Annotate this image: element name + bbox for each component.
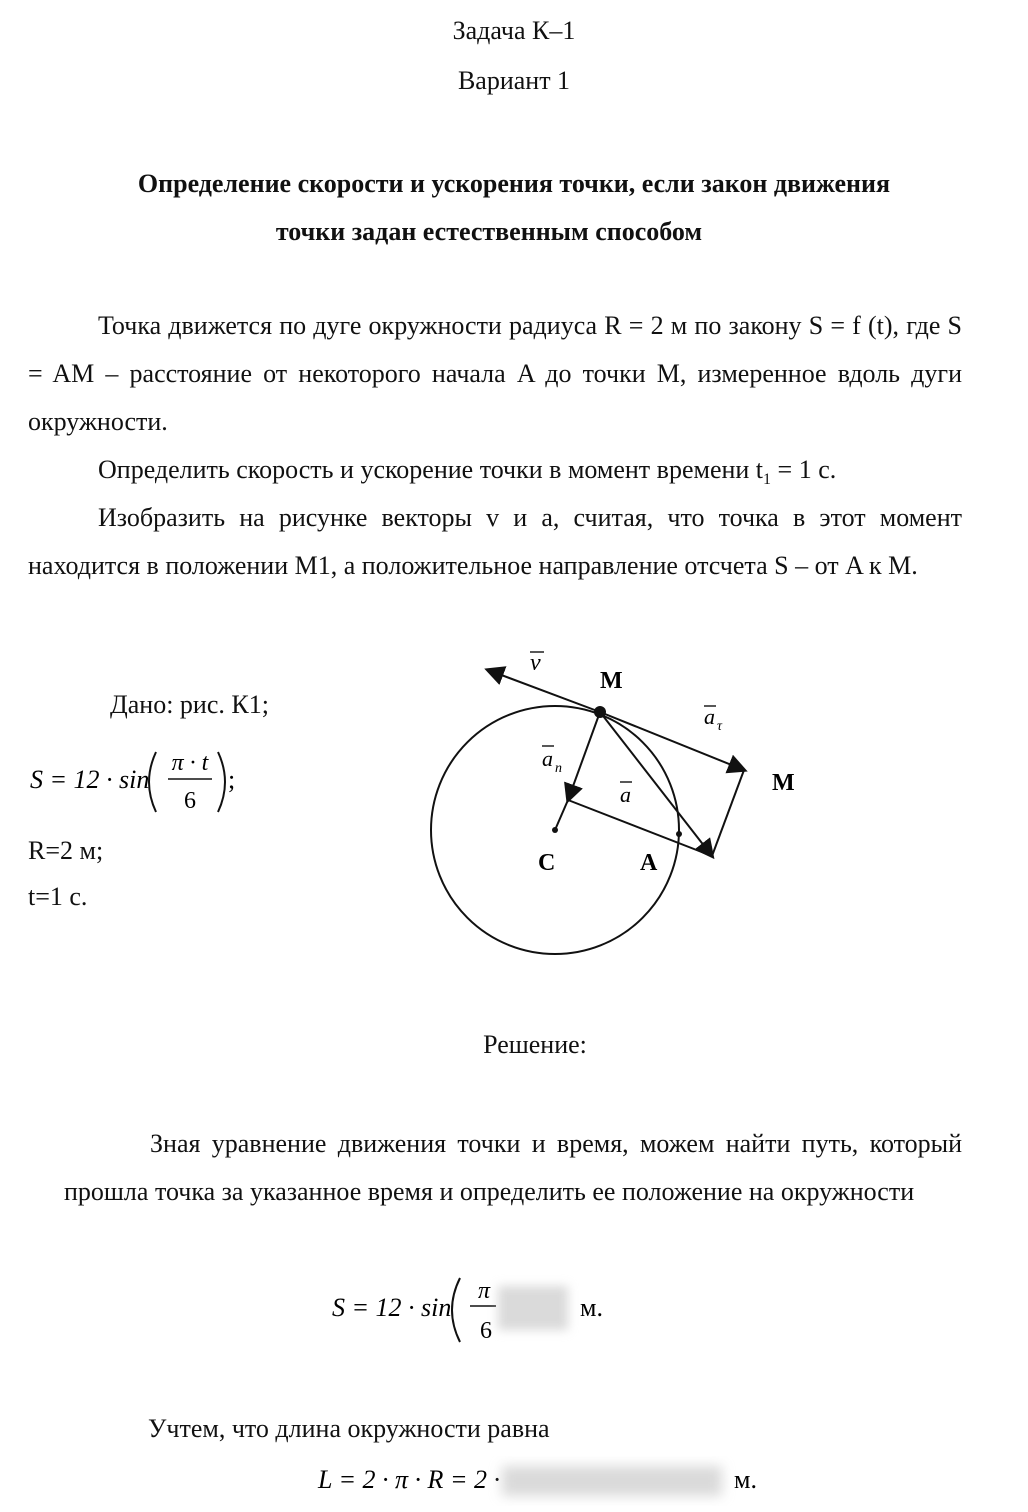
center-point: [552, 827, 558, 833]
solution-paragraph: Зная уравнение движения точки и время, можем найти путь, который прошла точка за указанное время и определить ее положение на окружности: [64, 1129, 962, 1206]
problem-paragraph-1: Точка движется по дуге окружности радиуса R = 2 м по закону S = f (t), где S = AM – расстояние от некоторого начала A до точки M, измеренное вдоль дуги окружности.: [28, 311, 962, 436]
given-formula-end: ;: [228, 765, 236, 794]
equation-s-left: S = 12 · sin: [332, 1293, 452, 1322]
point-m: [594, 706, 606, 718]
point-a-marker: [676, 831, 682, 837]
equation-l: [316, 1456, 796, 1506]
heading-line-1: Определение скорости и ускорения точки, если закон движения: [137, 169, 891, 198]
given-formula-numerator: π · t: [171, 750, 209, 776]
equation-s-numerator: π: [478, 1278, 491, 1304]
given-time: t=1 с.: [28, 882, 88, 911]
circumference-note: Учтем, что длина окружности равна: [148, 1414, 550, 1443]
equation-s-denominator: 6: [480, 1318, 492, 1344]
equation-s: [330, 1268, 650, 1352]
label-m-top: M: [600, 668, 623, 694]
given-label: Дано: рис. К1;: [110, 690, 269, 719]
label-a: a: [620, 782, 631, 807]
given-formula: [28, 742, 258, 822]
radius-line: [555, 800, 568, 830]
variant-label: Вариант 1: [457, 66, 571, 95]
task-title: Задача К–1: [452, 16, 576, 45]
equation-s-unit: м.: [580, 1293, 603, 1322]
label-a-tau: a: [704, 704, 715, 729]
solution-title: Решение:: [483, 1030, 587, 1059]
label-c: C: [538, 850, 556, 876]
given-formula-left: S = 12 · sin: [30, 765, 150, 794]
given-radius: R=2 м;: [28, 836, 104, 865]
label-m-right: M: [772, 770, 795, 796]
normal-acceleration-vector: [568, 712, 600, 800]
label-v: v: [530, 650, 541, 676]
label-a-point: A: [640, 850, 658, 876]
problem-paragraph-2: Определить скорость и ускорение точки в момент времени $t_1 = 1$ с.: [98, 455, 837, 489]
equation-l-left: L = 2 · π · R = 2 ·: [318, 1465, 500, 1494]
motion-figure: [420, 640, 820, 970]
equation-l-unit: м.: [734, 1465, 757, 1494]
heading-line-2: точки задан естественным способом: [275, 217, 703, 246]
given-formula-denominator: 6: [184, 788, 196, 814]
label-tau-sub: τ: [717, 719, 723, 734]
parallelogram-side-right: [712, 770, 744, 856]
label-a-n: a: [542, 746, 553, 771]
label-n-sub: n: [555, 761, 562, 776]
section-heading: [0, 160, 1028, 256]
problem-paragraph-3: Изобразить на рисунке векторы v и a, считая, что точка в этот момент находится в положении M1, а положительное направление отсчета S – от A к M.: [28, 503, 962, 580]
